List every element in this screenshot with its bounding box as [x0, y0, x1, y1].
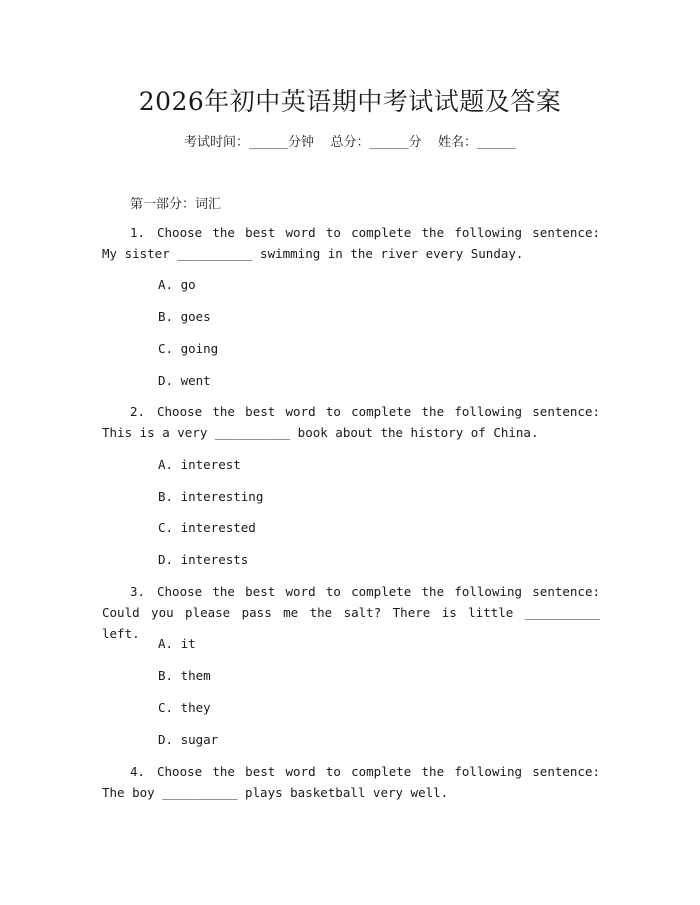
- question-number: 2.: [130, 404, 146, 419]
- question-1-option-c: C. going: [158, 341, 219, 356]
- document-title: 2026年初中英语期中考试试题及答案: [138, 87, 562, 116]
- question-3-option-c: C. they: [158, 700, 211, 715]
- question-2-option-a: A. interest: [158, 457, 241, 472]
- question-text: Choose the best word to complete the following sentence: My sister __________ swimming in the river every Sunday.: [102, 225, 600, 261]
- question-text: Choose the best word to complete the following sentence: Could you please pass me the salt? There is little __________ left.: [102, 584, 600, 641]
- question-3-option-a: A. it: [158, 636, 196, 651]
- question-1-option-a: A. go: [158, 277, 196, 292]
- question-number: 4.: [130, 764, 146, 779]
- exam-info-line: 考试时间：______分钟 总分：______分 姓名：______: [183, 135, 517, 150]
- question-2-option-b: B. interesting: [158, 489, 264, 504]
- section-heading: 第一部分：词汇: [130, 197, 222, 212]
- question-1-option-d: D. went: [158, 373, 211, 388]
- question-text: Choose the best word to complete the following sentence: This is a very __________ book about the history of China.: [102, 404, 600, 440]
- question-2-option-d: D. interests: [158, 552, 249, 567]
- question-number: 3.: [130, 584, 146, 599]
- question-3-option-b: B. them: [158, 668, 211, 683]
- question-3-option-d: D. sugar: [158, 732, 219, 747]
- question-1-option-b: B. goes: [158, 309, 211, 324]
- question-text: Choose the best word to complete the following sentence: The boy __________ plays basketball very well.: [102, 764, 600, 800]
- question-3: [102, 581, 600, 644]
- question-1: [102, 222, 600, 264]
- question-number: 1.: [130, 225, 146, 240]
- question-4: [102, 761, 600, 803]
- question-2-option-c: C. interested: [158, 520, 256, 535]
- question-2: [102, 401, 600, 443]
